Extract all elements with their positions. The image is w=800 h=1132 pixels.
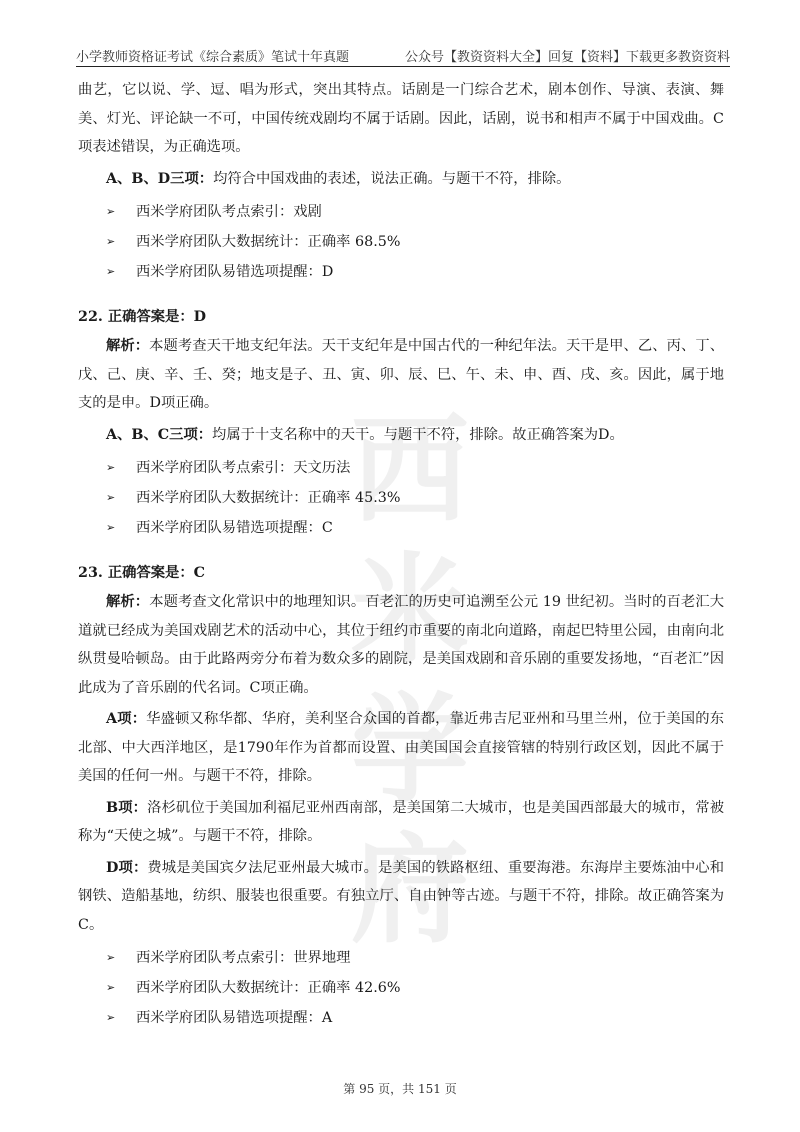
bullet-arrow-icon: ➢: [106, 1010, 116, 1024]
question-22-title: 22. 正确答案是：D: [78, 309, 207, 325]
list-item: [78, 196, 724, 226]
page-header: [76, 44, 730, 67]
option-a-text: 华盛顿又称华都、华府，美利坚合众国的首都，靠近弗吉尼亚州和马里兰州，位于美国的东北部、中大西洋地区，是1790年作为首都而设置、由美国国会直接管辖的特别行政区划，因此不属于美国的任何一州。与题干不符，排除。: [78, 711, 725, 784]
list-item-text: 西米学府团队考点索引：天文历法: [136, 460, 351, 476]
question-23-option-b: [78, 794, 724, 851]
list-item-text: 西米学府团队大数据统计：正确率 68.5%: [136, 234, 401, 250]
question-22-analysis: [78, 332, 724, 418]
bullet-arrow-icon: ➢: [106, 950, 116, 964]
bullet-arrow-icon: ➢: [106, 204, 116, 218]
question-22-options: [78, 421, 724, 450]
list-item-text: 西米学府团队大数据统计：正确率 45.3%: [136, 490, 401, 506]
list-item: [78, 256, 724, 286]
bullet-arrow-icon: ➢: [106, 520, 116, 534]
option-a-label: A项：: [106, 711, 147, 727]
options-label: A、B、C三项：: [106, 426, 213, 443]
list-item: [78, 226, 724, 256]
options-text: 均符合中国戏曲的表述，说法正确。与题干不符，排除。: [213, 170, 571, 187]
page-number: 第 95 页，共 151 页: [343, 1082, 457, 1096]
bullet-arrow-icon: ➢: [106, 264, 116, 278]
list-item-text: 西米学府团队考点索引：世界地理: [136, 950, 351, 966]
header-title: 小学教师资格证考试《综合素质》笔试十年真题: [76, 50, 350, 65]
list-item-text: 西米学府团队考点索引：戏剧: [136, 204, 322, 220]
analysis-label: 解析：: [106, 594, 150, 610]
option-d-label: D项：: [106, 859, 148, 876]
watermark-line-1: 西米: [350, 401, 469, 679]
intro-options-paragraph: [78, 165, 724, 194]
question-23-option-a: [78, 705, 724, 791]
list-item-text: 西米学府团队大数据统计：正确率 42.6%: [136, 980, 401, 996]
intro-paragraph: 曲艺，它以说、学、逗、唱为形式，突出其特点。话剧是一门综合艺术，剧本创作、导演、表演、舞美、灯光、评论缺一不可，中国传统戏剧均不属于话剧。因此，话剧，说书和相声不属于中国戏曲。C项表述错误，为正确选项。: [78, 82, 724, 155]
question-23-analysis: [78, 588, 724, 702]
option-b-label: B项：: [106, 799, 148, 816]
bullet-arrow-icon: ➢: [106, 460, 116, 474]
header-promo: 公众号【教资资料大全】回复【资料】下载更多教资资料: [404, 50, 730, 65]
list-item: [78, 942, 724, 972]
option-b-text: 洛杉矶位于美国加利福尼亚州西南部，是美国第二大城市，也是美国西部最大的城市，常被称为“天使之城”。与题干不符，排除。: [78, 799, 724, 844]
watermark-line-2: 学府: [350, 681, 469, 959]
list-item-text: 西米学府团队易错选项提醒：C: [136, 520, 333, 536]
bullet-arrow-icon: ➢: [106, 980, 116, 994]
list-item: [78, 1002, 724, 1032]
analysis-text: 本题考查文化常识中的地理知识。百老汇的历史可追溯至公元 19 世纪初。当时的百老汇大道就已经成为美国戏剧艺术的活动中心，其位于纽约市重要的南北向道路，南起巴特里公园，由南向北纵贯曼哈顿岛。由于此路两旁分布着为数众多的剧院，是美国戏剧和音乐剧的重要发扬地，“百老汇”因此成为了音乐剧的代名词。C项正确。: [78, 594, 724, 696]
question-23-title: 23. 正确答案是：C: [78, 565, 206, 581]
options-text: 均属于十支名称中的天干。与题干不符，排除。故正确答案为D。: [212, 426, 624, 443]
bullet-arrow-icon: ➢: [106, 490, 116, 504]
list-item: [78, 972, 724, 1002]
list-item: [78, 482, 724, 512]
list-item: [78, 512, 724, 542]
list-item-text: 西米学府团队易错选项提醒：D: [136, 264, 334, 280]
options-label: A、B、D三项：: [106, 170, 214, 187]
list-item-text: 西米学府团队易错选项提醒：A: [136, 1010, 333, 1026]
analysis-text: 本题考查天干地支纪年法。天干支纪年是中国古代的一种纪年法。天干是甲、乙、丙、丁、戊、己、庚、辛、壬、癸；地支是子、丑、寅、卯、辰、巳、午、未、申、酉、戌、亥。因此，属于地支的是申。D项正确。: [78, 338, 724, 411]
page-content: [78, 76, 724, 1032]
analysis-label: 解析：: [106, 338, 150, 354]
question-23-option-d: [78, 854, 724, 940]
list-item: [78, 452, 724, 482]
option-d-text: 费城是美国宾夕法尼亚州最大城市。是美国的铁路枢纽、重要海港。东海岸主要炼油中心和钢铁、造船基地，纺织、服装也很重要。有独立厅、自由钟等古迹。与题干不符，排除。故正确答案为C。: [78, 859, 724, 933]
bullet-arrow-icon: ➢: [106, 234, 116, 248]
